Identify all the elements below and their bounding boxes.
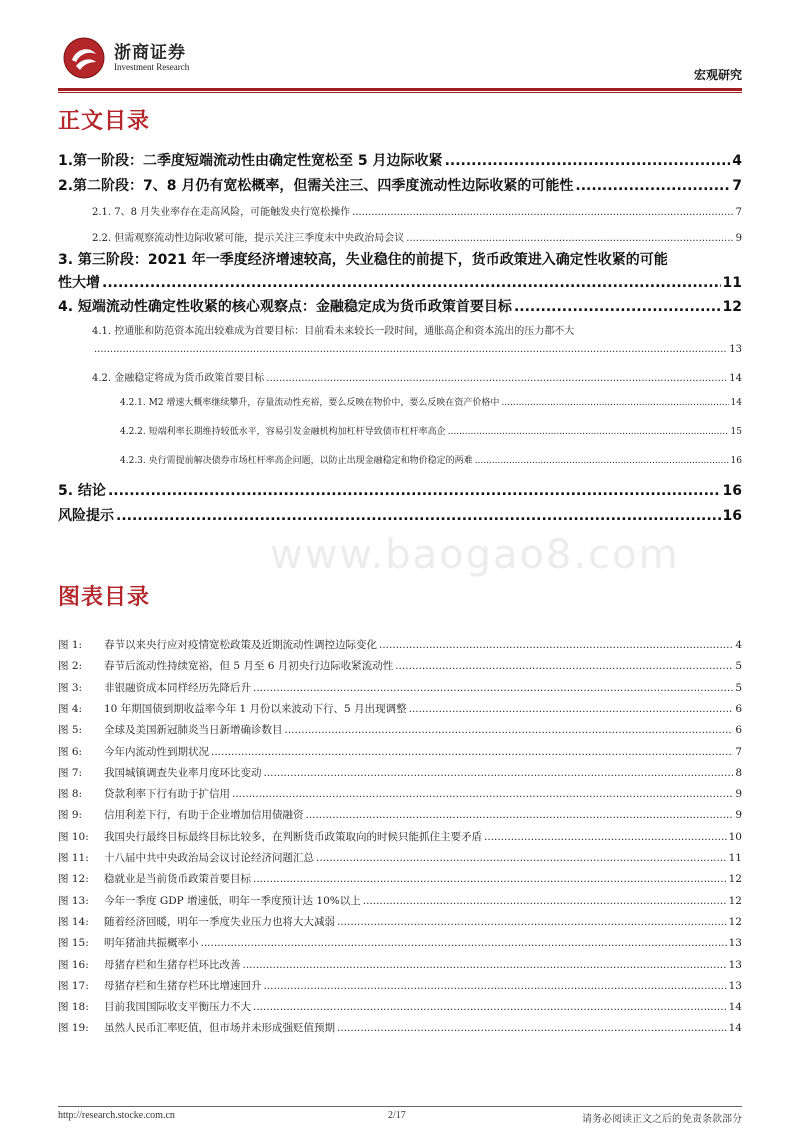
- toc-entry-label-line1[interactable]: 3. 第三阶段：2021 年一季度经济增速较高，失业稳住的前提下，货币政策进入确定性收紧的可能: [58, 252, 668, 268]
- footer-divider: [58, 1106, 742, 1107]
- figure-number: 图 10:: [58, 830, 89, 843]
- figure-entry[interactable]: [58, 893, 742, 908]
- leader-dots: [253, 682, 733, 694]
- figure-page: 6: [735, 724, 742, 737]
- figure-page: 13: [728, 958, 742, 971]
- watermark: www.baogao8.com: [270, 532, 680, 578]
- figure-number: 图 13:: [58, 894, 89, 907]
- figure-page: 12: [728, 915, 742, 928]
- figure-caption: 稳就业是当前货币政策首要目标: [104, 873, 251, 886]
- toc-entry-label: 2.1. 7、8 月失业率存在走高风险，可能触发央行宽松操作: [92, 207, 351, 218]
- figure-page: 7: [735, 745, 742, 758]
- figure-entry[interactable]: [58, 1020, 742, 1035]
- figure-caption: 母猪存栏和生猪存栏环比增速回升: [104, 979, 262, 992]
- figure-number: 图 4:: [58, 702, 83, 715]
- figure-entry[interactable]: [58, 680, 742, 695]
- leader-dots: [484, 831, 727, 843]
- toc-entry-page: 14: [730, 398, 742, 408]
- figure-caption: 虽然人民币汇率贬值，但市场并未形成强贬值预期: [104, 1022, 335, 1035]
- header-divider-thin: [58, 92, 742, 93]
- toc-entry-page: 7: [732, 178, 742, 194]
- toc-entry-label-line2: 性大增: [58, 275, 100, 291]
- leader-dots: [406, 233, 733, 244]
- toc-entry[interactable]: [58, 272, 742, 292]
- toc-entry-label: 2.第二阶段：7、8 月仍有宽松概率，但需关注三、四季度流动性边际收紧的可能性: [58, 178, 574, 194]
- leader-dots: [352, 207, 733, 218]
- toc-subentry[interactable]: [92, 344, 742, 355]
- toc-entry-page: 16: [722, 483, 742, 499]
- figure-number: 图 18:: [58, 1001, 89, 1014]
- leader-dots: [306, 809, 734, 821]
- figure-caption: 春节以来央行应对疫情宽松政策及近期流动性调控边际变化: [104, 639, 377, 651]
- toc-entry-label: 4.2.1. M2 增速大概率继续攀升，存量流动性充裕，要么反映在物价中，要么反映在资产价格中: [120, 398, 500, 408]
- figure-caption: 我国城镇调查失业率月度环比变动: [104, 766, 262, 779]
- leader-dots: [285, 724, 734, 736]
- leader-dots: [253, 873, 727, 885]
- leader-dots: [363, 895, 727, 907]
- figure-entry[interactable]: [58, 744, 742, 759]
- leader-dots: [253, 1001, 727, 1013]
- toc-entry-page: 4: [732, 153, 742, 169]
- figure-number: 图 11:: [58, 852, 89, 864]
- figure-caption: 10 年期国债到期收益率今年 1 月份以来波动下行、5 月出现调整: [104, 702, 407, 715]
- toc-entry[interactable]: [58, 296, 742, 316]
- figure-caption: 今年一季度 GDP 增速低，明年一季度预计达 10%以上: [104, 894, 361, 907]
- figure-page: 14: [728, 1001, 742, 1014]
- figure-entry[interactable]: [58, 850, 742, 865]
- figure-number: 图 8:: [58, 788, 83, 801]
- toc-subentry-label-line1[interactable]: 4.1. 控通胀和防范资本流出较难成为首要目标：目前看未来较长一段时间，通胀高企和资本流出的压力都不大: [92, 326, 575, 337]
- leader-dots: [116, 508, 721, 524]
- toc-entry-page: 15: [730, 427, 742, 437]
- figure-entry[interactable]: [58, 786, 742, 801]
- leader-dots: [514, 299, 721, 315]
- toc-entry-label: 4.2.2. 短端利率长期维持较低水平，容易引发金融机构加杠杆导致债市杠杆率高企: [120, 427, 446, 437]
- toc-entry-label: 4.2. 金融稳定将成为货币政策首要目标: [92, 373, 265, 384]
- figure-page: 9: [735, 788, 742, 801]
- footer-page-number: 2/17: [388, 1110, 406, 1121]
- figure-entry[interactable]: [58, 957, 742, 972]
- company-logo-icon: [62, 36, 106, 80]
- toc-entry-label: 4. 短端流动性确定性收紧的核心观察点：金融稳定成为货币政策首要目标: [58, 299, 512, 315]
- figure-caption: 非银融资成本同样经历先降后升: [104, 681, 251, 694]
- figure-caption: 明年猪油共振概率小: [104, 937, 199, 950]
- figure-number: 图 19:: [58, 1022, 89, 1035]
- figure-caption: 十八届中共中央政治局会议讨论经济问题汇总: [104, 852, 314, 864]
- toc-entry-page: 16: [722, 508, 742, 524]
- toc-entry[interactable]: [58, 175, 742, 195]
- toc-entry-label: 4.2.3. 央行需提前解决债券市场杠杆率高企问题，以防止出现金融稳定和物价稳定的两难: [120, 456, 473, 466]
- toc-entry-label: 1.第一阶段：二季度短端流动性由确定性宽松至 5 月边际收紧: [58, 153, 443, 169]
- figure-page: 11: [728, 852, 742, 864]
- toc-subsubentry[interactable]: [120, 453, 742, 466]
- figure-number: 图 5:: [58, 724, 83, 737]
- figure-entry[interactable]: [58, 658, 742, 673]
- toc-entry-page: 9: [735, 233, 742, 244]
- page-header: [58, 34, 742, 86]
- company-name-cn: 浙商证券: [114, 43, 186, 63]
- leader-dots: [448, 427, 729, 437]
- toc-entry-page: 13: [729, 344, 742, 355]
- figure-caption: 目前我国国际收支平衡压力不大: [104, 1001, 251, 1014]
- leader-dots: [379, 639, 733, 651]
- leader-dots: [575, 178, 730, 194]
- leader-dots: [264, 767, 734, 779]
- leader-dots: [232, 788, 733, 800]
- footer-disclaimer: 请务必阅读正文之后的免责条款部分: [582, 1114, 742, 1125]
- leader-dots: [243, 959, 727, 971]
- figure-number: 图 16:: [58, 958, 89, 971]
- figure-entry[interactable]: [58, 935, 742, 950]
- toc-entry-label: 5. 结论: [58, 483, 106, 499]
- figure-number: 图 12:: [58, 873, 89, 886]
- leader-dots: [316, 852, 727, 864]
- toc-entry-label: 风险提示: [58, 508, 114, 524]
- figure-caption: 春节后流动性持续宽裕，但 5 月至 6 月初央行边际收紧流动性: [104, 660, 394, 673]
- figure-number: 图 2:: [58, 660, 83, 673]
- figure-entry[interactable]: [58, 807, 742, 822]
- leader-dots: [108, 483, 721, 499]
- figure-entry[interactable]: [58, 999, 742, 1014]
- figure-entry[interactable]: [58, 829, 742, 844]
- figure-page: 14: [728, 1022, 742, 1035]
- leader-dots: [264, 980, 727, 992]
- toc-subsubentry[interactable]: [120, 395, 742, 408]
- leader-dots: [102, 275, 721, 291]
- figure-page: 13: [728, 979, 742, 992]
- figure-entry[interactable]: [58, 637, 742, 652]
- figure-caption: 信用利差下行，有助于企业增加信用债融资: [104, 809, 304, 822]
- figure-caption: 贷款利率下行有助于扩信用: [104, 788, 230, 801]
- leader-dots: [211, 746, 733, 758]
- figure-number: 图 9:: [58, 809, 83, 822]
- figure-number: 图 6:: [58, 745, 83, 758]
- figure-entry[interactable]: [58, 914, 742, 929]
- figure-page: 12: [728, 873, 742, 886]
- figure-page: 9: [735, 809, 742, 822]
- figure-number: 图 17:: [58, 979, 89, 992]
- toc-entry[interactable]: [58, 505, 742, 525]
- toc-subentry[interactable]: [92, 203, 742, 218]
- toc-entry[interactable]: [58, 480, 742, 500]
- figure-caption: 今年内流动性到期状况: [104, 745, 209, 758]
- toc-entry-page: 14: [729, 373, 742, 384]
- leader-dots: [501, 398, 728, 408]
- figure-page: 8: [735, 766, 742, 779]
- figure-number: 图 7:: [58, 766, 83, 779]
- figure-caption: 全球及美国新冠肺炎当日新增确诊数目: [104, 724, 283, 737]
- company-name-en: Investment Research: [114, 62, 190, 72]
- document-type: 宏观研究: [693, 68, 742, 82]
- leader-dots: [475, 456, 729, 466]
- leader-dots: [337, 1022, 727, 1034]
- leader-dots: [94, 344, 727, 355]
- figure-number: 图 3:: [58, 681, 83, 694]
- figure-number: 图 14:: [58, 915, 89, 928]
- figures-title: 图表目录: [58, 585, 151, 610]
- figure-page: 10: [728, 830, 742, 843]
- figure-page: 5: [735, 681, 742, 694]
- figure-page: 13: [728, 937, 742, 950]
- toc-subentry[interactable]: [92, 229, 742, 244]
- leader-dots: [395, 660, 733, 672]
- figure-number: 图 15:: [58, 937, 89, 950]
- figure-number: 图 1:: [58, 639, 83, 651]
- toc-entry-page: 11: [722, 275, 742, 291]
- toc-entry-label: 2.2. 但需观察流动性边际收紧可能，提示关注三季度末中央政治局会议: [92, 233, 405, 244]
- toc-subsubentry[interactable]: [120, 424, 742, 437]
- toc-entry-page: 16: [730, 456, 742, 466]
- figure-entry[interactable]: [58, 722, 742, 737]
- toc-title: 正文目录: [58, 109, 151, 134]
- leader-dots: [201, 937, 727, 949]
- leader-dots: [337, 916, 727, 928]
- leader-dots: [409, 703, 734, 715]
- figure-page: 5: [735, 660, 742, 673]
- toc-entry-page: 12: [722, 299, 742, 315]
- figure-entry[interactable]: [58, 978, 742, 993]
- figure-caption: 母猪存栏和生猪存栏环比改善: [104, 958, 241, 971]
- figure-caption: 我国央行最终目标最终目标比较多，在判断货币政策取向的时候只能抓住主要矛盾: [104, 830, 482, 843]
- header-divider: [58, 88, 742, 91]
- figure-page: 12: [728, 894, 742, 907]
- figure-entry[interactable]: [58, 871, 742, 886]
- figure-entry[interactable]: [58, 765, 742, 780]
- toc-subentry[interactable]: [92, 369, 742, 384]
- figure-caption: 随着经济回暖，明年一季度失业压力也将大大减弱: [104, 915, 335, 928]
- toc-entry[interactable]: [58, 150, 742, 170]
- figure-entry[interactable]: [58, 701, 742, 716]
- figure-page: 6: [735, 702, 742, 715]
- figure-page: 4: [735, 639, 742, 651]
- leader-dots: [445, 153, 731, 169]
- leader-dots: [266, 373, 727, 384]
- toc-entry-page: 7: [735, 207, 742, 218]
- footer-url[interactable]: http://research.stocke.com.cn: [58, 1110, 175, 1121]
